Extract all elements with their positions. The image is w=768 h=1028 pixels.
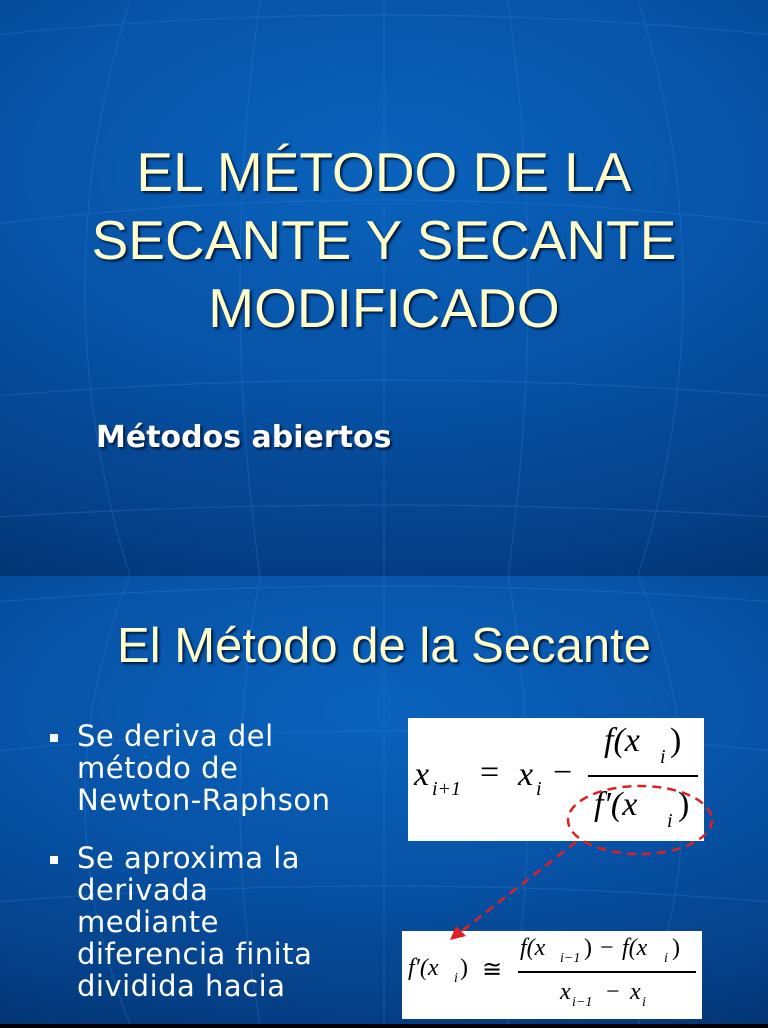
formula-symbol: ): [584, 935, 592, 961]
bullet-square-icon: [50, 856, 58, 864]
bullet-list: [48, 720, 378, 1028]
bullet-line: dividida hacia: [77, 969, 286, 1003]
formula-symbol: ): [678, 786, 690, 823]
formula-symbol: =: [480, 754, 500, 791]
slide-subtitle: Métodos abiertos: [96, 420, 392, 455]
fraction-bar: [588, 775, 698, 777]
formula-term: f(x: [604, 722, 640, 759]
slide-title: [0, 138, 768, 342]
formula-subscript: i−1: [572, 995, 593, 1010]
bullet-line: derivada: [77, 873, 209, 907]
formula-symbol: −: [553, 754, 573, 791]
formula-symbol: ≅: [482, 957, 503, 983]
formula-subscript: i: [667, 810, 673, 832]
formula-symbol: ): [460, 955, 468, 981]
formula-subscript: i+1: [432, 778, 462, 800]
formula-symbol: −: [600, 935, 614, 961]
bullet-item: [48, 842, 378, 1002]
title-line: SECANTE Y SECANTE: [91, 209, 677, 271]
formula-subscript: i: [454, 971, 458, 986]
bullet-item: [48, 720, 378, 816]
fraction-bar: [518, 971, 696, 973]
formula-term: x: [518, 756, 534, 793]
formula-symbol: ): [672, 935, 680, 961]
bullet-square-icon: [50, 734, 58, 742]
formula-term: x: [560, 979, 571, 1005]
formula-symbol: ): [670, 722, 682, 759]
slide-title: El Método de la Secante: [117, 619, 651, 673]
formula-term: f(x: [622, 935, 648, 961]
title-line: EL MÉTODO DE LA: [136, 141, 632, 203]
formula-subscript: i: [536, 778, 542, 800]
bullet-line: Se deriva del: [77, 719, 274, 753]
bullet-line: diferencia finita: [77, 937, 313, 971]
formula-term: x: [414, 756, 430, 793]
bullet-line: mediante: [77, 905, 219, 939]
formula-subscript: i−1: [560, 951, 581, 966]
formula-term: x: [630, 979, 641, 1005]
formula-subscript: i: [660, 746, 666, 768]
formula-term: f′(x: [408, 955, 439, 981]
bullet-line: método de: [77, 751, 239, 785]
bullet-line: Newton-Raphson: [77, 783, 331, 817]
formula-term: f′(x: [594, 786, 638, 823]
title-line: MODIFICADO: [208, 277, 560, 339]
bullet-line: Se aproxima la: [77, 841, 301, 875]
formula-term: f(x: [520, 935, 546, 961]
formula-symbol: −: [606, 979, 620, 1005]
dashed-arrow-icon: [440, 830, 590, 950]
formula-subscript: i: [642, 995, 646, 1010]
formula-subscript: i: [664, 951, 668, 966]
